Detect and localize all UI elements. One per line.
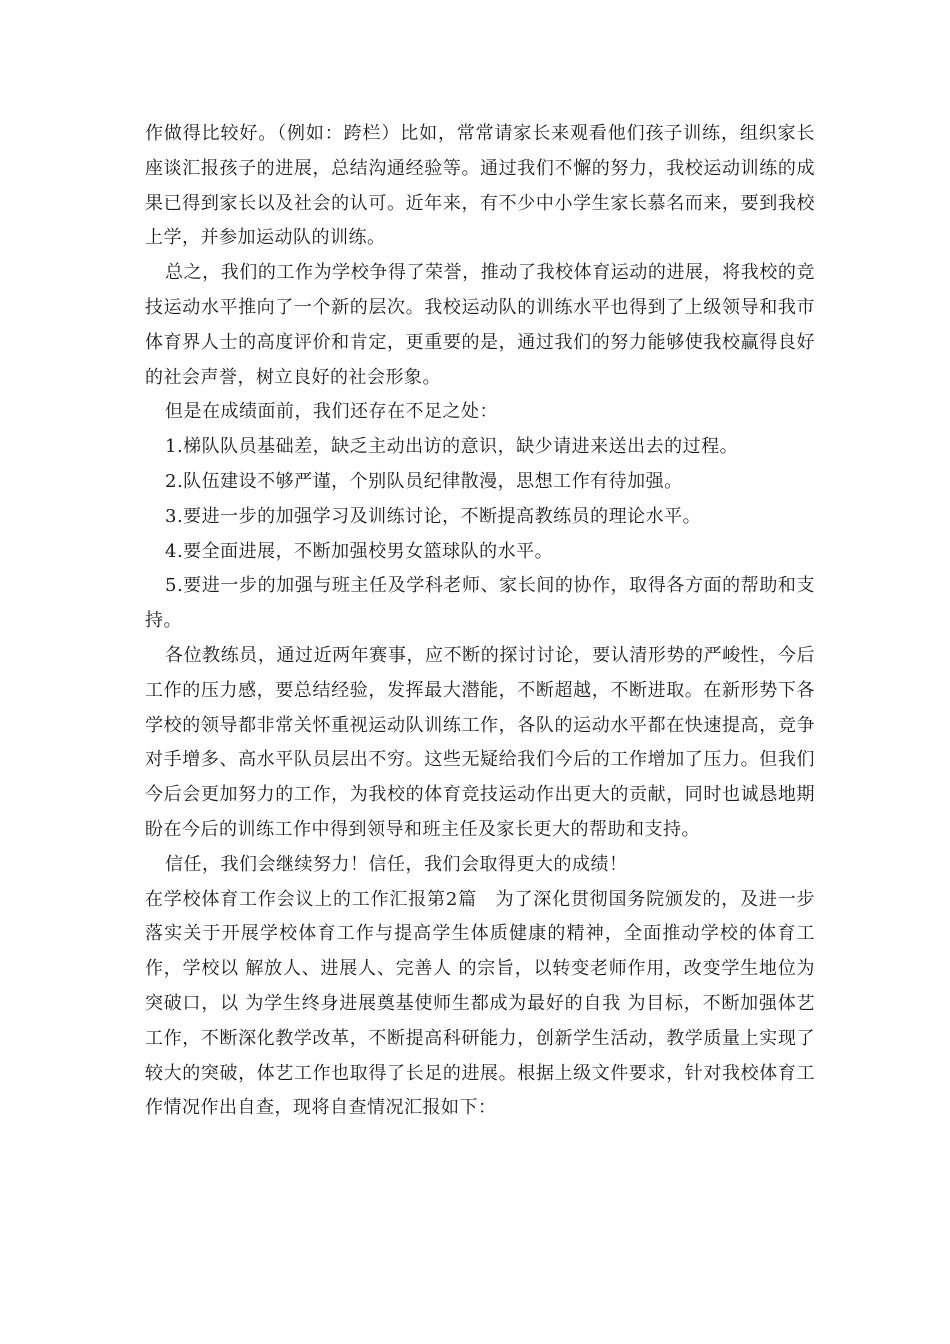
list-item-1: 1.梯队队员基础差，缺乏主动出访的意识，缺少请进来送出去的过程。 [165,436,739,458]
paragraph-4: 各位教练员，通过近两年赛事，应不断的探讨讨论，要认清形势的严峻性，今后工作的压力感，要总结经验，发挥最大潜能，不断超越，不断进取。在新形势下各学校的领导都非常关怀重视运动队训练工作，各队的运动水平都在快速提高，竞争对手增多、高水平队员层出不穷。这些无疑给我们今后的工作增加了压力。但我们今后会更加努力的工作，为我校的体育竞技运动作出更大的贡献，同时也诚恳地期盼在今后的训练工作中得到领导和班主任及家长更大的帮助和支持。 [145,644,815,840]
paragraph-6: 在学校体育工作会议上的工作汇报第2篇 为了深化贯彻国务院颁发的，及进一步落实关于开展学校体育工作与提高学生体质健康的精神，全面推动学校的体育工作，学校以 解放人、进展人、完善人 的宗旨，以转变老师作用，改变学生地位为突破口，以 为学生终身进展奠基使师生都成为最好的自我 为目标，不断加强体艺工作，不断深化教学改革，不断提高科研能力，创新学生活动，教学质量上实现了较大的突破，体艺工作也取得了长足的进展。根据上级文件要求，针对我校体育工作情况作出自查，现将自查情况汇报如下： [145,888,815,1119]
document-body [145,117,815,1126]
list-item-2: 2.队伍建设不够严谨，个别队员纪律散漫，思想工作有待加强。 [165,470,683,492]
list-item-3: 3.要进一步的加强学习及训练讨论，不断提高教练员的理论水平。 [165,505,702,527]
paragraph-2: 总之，我们的工作为学校争得了荣誉，推动了我校体育运动的进展，将我校的竞技运动水平推向了一个新的层次。我校运动队的训练水平也得到了上级领导和我市体育界人士的高度评价和肯定，更重要的是，通过我们的努力能够使我校赢得良好的社会声誉，树立良好的社会形象。 [145,262,815,388]
paragraph-1: 作做得比较好。（例如：跨栏）比如，常常请家长来观看他们孩子训练，组织家长座谈汇报孩子的进展，总结沟通经验等。通过我们不懈的努力，我校运动训练的成果已得到家长以及社会的认可。近年来，有不少中小学生家长慕名而来，要到我校上学，并参加运动队的训练。 [145,123,815,249]
list-item-4: 4.要全面进展，不断加强校男女篮球队的水平。 [165,540,554,562]
list-item-5: 5.要进一步的加强与班主任及学科老师、家长间的协作，取得各方面的帮助和支持。 [145,575,815,632]
paragraph-5: 信任，我们会继续努力！信任，我们会取得更大的成绩！ [165,853,628,875]
paragraph-3: 但是在成绩面前，我们还存在不足之处： [165,401,498,423]
